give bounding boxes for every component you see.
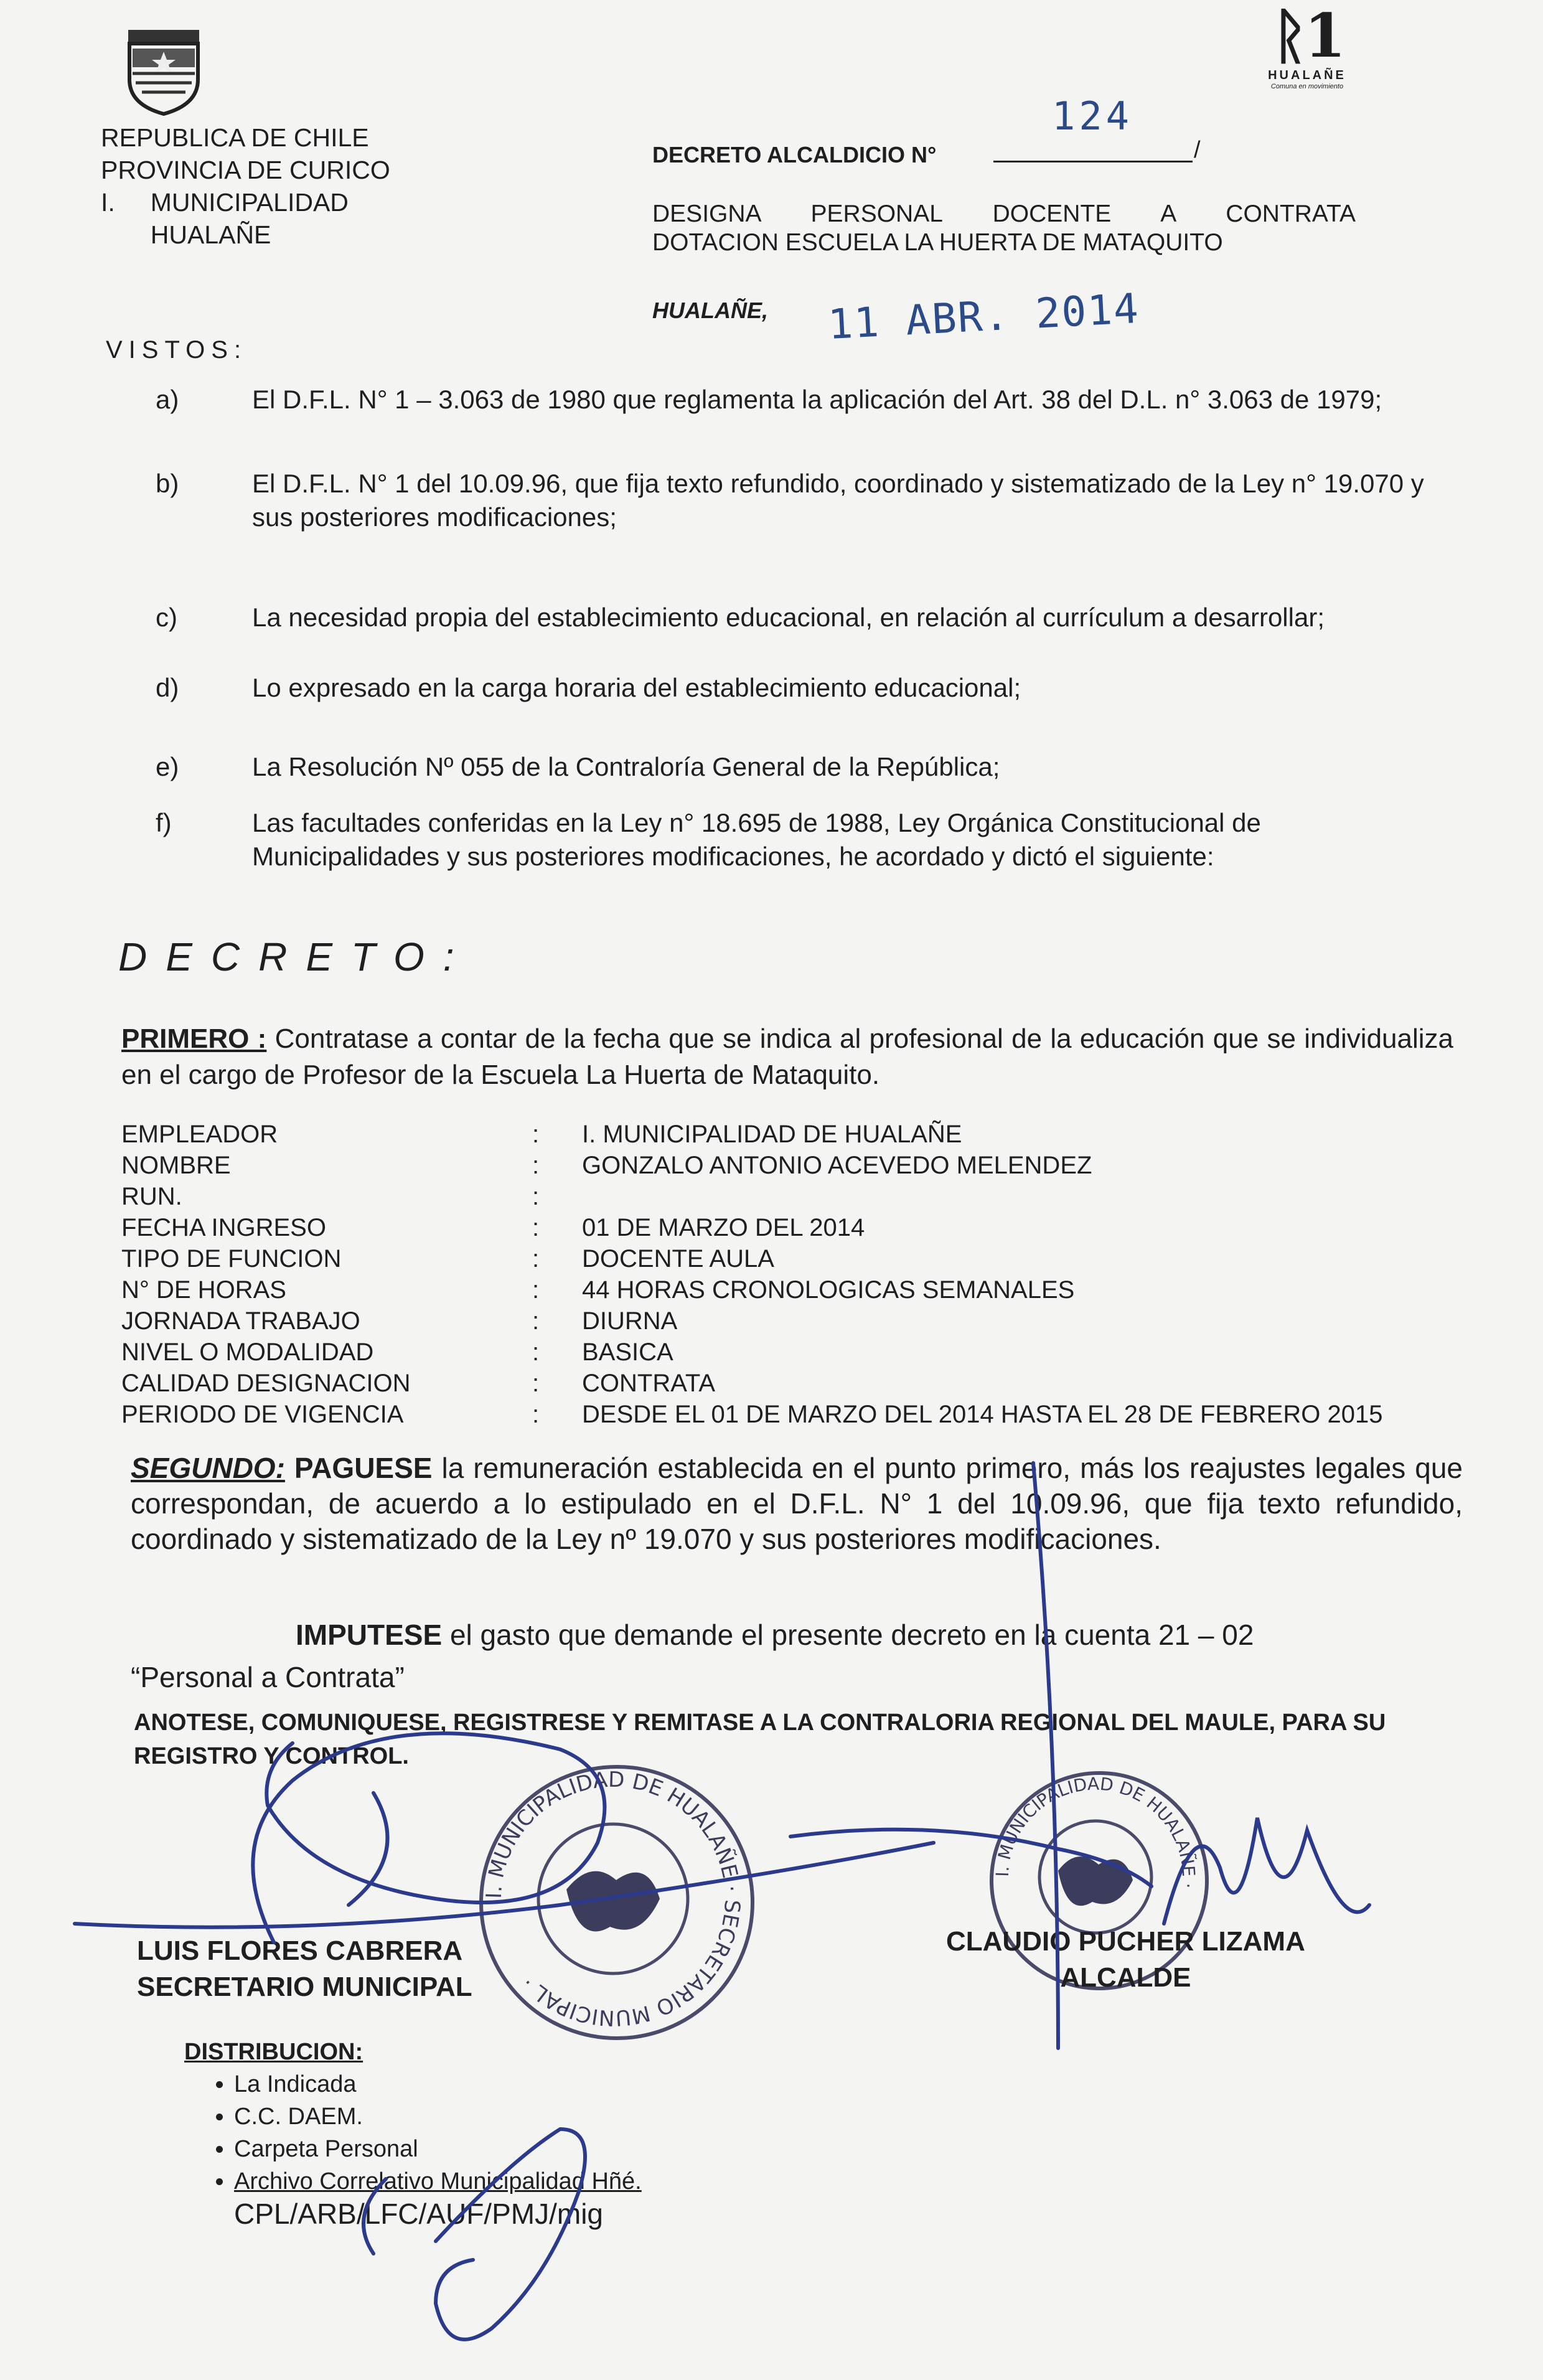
field-colon: : [532,1152,540,1179]
vistos-letter: d) [156,673,179,702]
secretary-title: SECRETARIO MUNICIPAL [137,1972,472,2002]
field-label: NIVEL O MODALIDAD [121,1338,374,1366]
field-label: PERIODO DE VIGENCIA [121,1401,404,1428]
field-label: FECHA INGRESO [121,1214,326,1241]
segundo-keyword: PAGUESE [294,1452,433,1484]
field-label: RUN. [121,1183,182,1210]
field-colon: : [532,1338,540,1366]
distribution-initials: CPL/ARB/LFC/AUF/PMJ/mig [234,2198,603,2230]
vistos-text: La necesidad propia del establecimiento educacional, en relación al currículum a desarrollar; [252,603,1325,632]
initials-signature-icon [436,2129,585,2340]
field-value: DESDE EL 01 DE MARZO DEL 2014 HASTA EL 28 DE FEBRERO 2015 [582,1401,1383,1428]
field-colon: : [532,1214,540,1241]
vistos-letter: c) [156,603,177,632]
field-value: 44 HORAS CRONOLOGICAS SEMANALES [582,1276,1075,1304]
field-label: N° DE HORAS [121,1276,286,1304]
primero-label: PRIMERO : [121,1023,267,1054]
anotese-paragraph: ANOTESE, COMUNIQUESE, REGISTRESE Y REMITASE A LA CONTRALORIA REGIONAL DEL MAULE, PARA SU REGISTRO Y CONTROL. [134,1710,1386,1769]
issuer-line-country: REPUBLICA DE CHILE [101,123,369,152]
hualane-logo-icon: ᚱ1 [1272,1,1343,71]
secretary-name: LUIS FLORES CABRERA [137,1936,463,1966]
field-value: GONZALO ANTONIO ACEVEDO MELENDEZ [582,1152,1092,1179]
field-colon: : [532,1121,540,1148]
distribution-item: • Carpeta Personal [234,2133,642,2165]
field-label: TIPO DE FUNCION [121,1245,342,1272]
field-colon: : [532,1401,540,1428]
decree-title: DECRETO ALCALDICIO N° [652,142,937,167]
vistos-letter: f) [156,808,172,837]
imputese-text: el gasto que demande el presente decreto en la cuenta 21 – 02 [449,1619,1254,1651]
vistos-text: La Resolución Nº 055 de la Contraloría General de la República; [252,752,1000,781]
field-colon: : [532,1307,540,1335]
secretary-signature-icon [253,1733,604,1942]
field-value: BASICA [582,1338,673,1366]
issuer-line-province: PROVINCIA DE CURICO [101,156,390,184]
field-label: CALIDAD DESIGNACION [121,1370,411,1397]
logo-slogan: Comuna en movimiento [1270,83,1344,90]
distribution-item: • Archivo Correlativo Municipalidad Hñé. [234,2165,642,2198]
field-colon: : [532,1276,540,1304]
field-value: 01 DE MARZO DEL 2014 [582,1214,865,1241]
issuer-line-municipality: I. MUNICIPALIDAD [101,188,349,217]
decree-date-stamp: 11 ABR. 2014 [827,284,1141,349]
segundo-label: SEGUNDO: [131,1452,285,1484]
vistos-heading: VISTOS: [106,336,248,364]
imputese-line-2: “Personal a Contrata” [131,1661,405,1693]
primero-text: Contratase a contar de la fecha que se indica al profesional de la educación que se individualiza en el cargo de Profesor de la Escuela La Huerta de Mataquito. [121,1023,1453,1090]
distribution-item: • La Indicada [234,2068,642,2100]
distribution-heading: DISTRIBUCION: [184,2039,363,2065]
vistos-letter: e) [156,752,179,781]
vistos-letter: b) [156,469,179,498]
field-colon: : [532,1183,540,1210]
seal-text: I. MUNICIPALIDAD DE HUALAÑE · [992,1773,1199,1890]
issuer-line-commune: HUALAÑE [101,220,271,249]
field-value: CONTRATA [582,1370,716,1397]
vistos-text: El D.F.L. N° 1 del 10.09.96, que fija texto refundido, coordinado y sistematizado de la Ley n° 19.070 y sus posteriores modificaciones; [252,469,1424,532]
vistos-text: Lo expresado en la carga horaria del establecimiento educacional; [252,673,1021,702]
seal-text: I. MUNICIPALIDAD DE HUALAÑE · SECRETARIO MUNICIPAL · [481,1767,745,2031]
decreto-heading: DECRETO: [118,934,473,979]
field-value: DIURNA [582,1307,678,1335]
field-label: NOMBRE [121,1152,231,1179]
vistos-text: Las facultades conferidas en la Ley n° 18.695 de 1988, Ley Orgánica Constitucional de Municipalidades y sus posteriores modificaciones, he acordado y dictó el siguiente: [252,808,1261,871]
segundo-text: la remuneración establecida en el punto primero, más los reajustes legales que correspondan, de acuerdo a lo estipulado en el D.F.L. N° 1 del 10.09.96, que fija texto refundido, coordinado y sistematizado de la Ley nº 19.070 y sus posteriores modificaciones. [131,1452,1463,1555]
field-value: I. MUNICIPALIDAD DE HUALAÑE [582,1121,962,1148]
logo-name: HUALAÑE [1268,68,1346,82]
field-colon: : [532,1245,540,1272]
mayor-title: ALCALDE [1060,1962,1191,1993]
field-value: DOCENTE AULA [582,1245,774,1272]
field-label: EMPLEADOR [121,1121,278,1148]
decree-number-stamp: 124 [1052,93,1133,139]
decree-place: HUALAÑE, [652,298,768,323]
field-label: JORNADA TRABAJO [121,1307,360,1335]
mayor-signature-icon [1033,1463,1058,2048]
imputese-keyword: IMPUTESE [296,1619,443,1651]
vistos-text: El D.F.L. N° 1 – 3.063 de 1980 que reglamenta la aplicación del Art. 38 del D.L. n° 3.063 de 1979; [252,385,1382,414]
decree-subject-line-2: DOTACION ESCUELA LA HUERTA DE MATAQUITO [652,229,1223,256]
decree-subject-line-1: DESIGNA PERSONAL DOCENTE A CONTRATA [652,200,1356,227]
vistos-letter: a) [156,385,179,414]
distribution-item: • C.C. DAEM. [234,2100,642,2133]
mayor-name: CLAUDIO PUCHER LIZAMA [946,1926,1305,1957]
decree-slash: / [1194,137,1201,163]
field-colon: : [532,1370,540,1397]
